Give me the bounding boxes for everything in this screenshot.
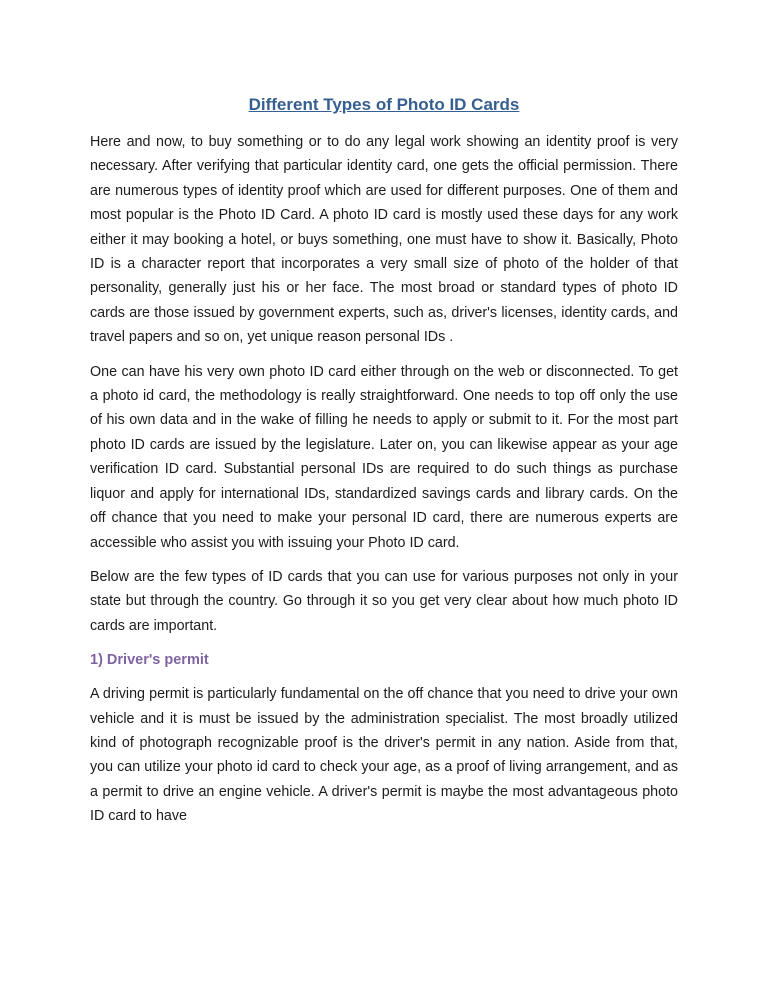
drivers-permit-paragraph: A driving permit is particularly fundamental on the off chance that you need to drive your own vehicle and it is must be issued by the administration specialist. The most broadly utilized kind of photograph recognizable proof is the driver's permit in any nation. Aside from that, you can utilize your photo id card to check your age, as a proof of living arrangement, and as a permit to drive an engine vehicle. A driver's permit is maybe the most advantageous photo ID card to have <box>90 686 678 825</box>
application-paragraph: One can have his very own photo ID card either through on the web or disconnected. To get a photo id card, the methodology is really straightforward. One needs to top off only the use of his own data and in the wake of filling he needs to apply or submit to it. For the most part photo ID cards are issued by the legislature. Later on, you can likewise appear as your age verification ID card. Substantial personal IDs are required to do such things as purchase liquor and apply for international IDs, standardized savings cards and library cards. On the off chance that you need to make your personal ID card, there are numerous experts are accessible who assist you with issuing your Photo ID card. <box>90 363 678 551</box>
types-intro-paragraph: Below are the few types of ID cards that you can use for various purposes not only in your state but through the country. Go through it so you get very clear about how much photo ID cards are important. <box>90 568 678 634</box>
intro-paragraph: Here and now, to buy something or to do any legal work showing an identity proof is very necessary. After verifying that particular identity card, one gets the official permission. There are numerous types of identity proof which are used for different purposes. One of them and most popular is the Photo ID Card. A photo ID card is mostly used these days for any work either it may booking a hotel, or buys something, one must have to show it. Basically, Photo ID is a character report that incorporates a very small size of photo of the holder of that personality, generally just his or her face. The most broad or standard types of photo ID cards are those issued by government experts, such as, driver's licenses, identity cards, and travel papers and so on, yet unique reason personal IDs . <box>90 134 678 346</box>
document-body <box>90 92 678 839</box>
section-heading-drivers-permit: 1) Driver's permit <box>90 652 209 669</box>
document-title: Different Types of Photo ID Cards <box>248 95 520 114</box>
